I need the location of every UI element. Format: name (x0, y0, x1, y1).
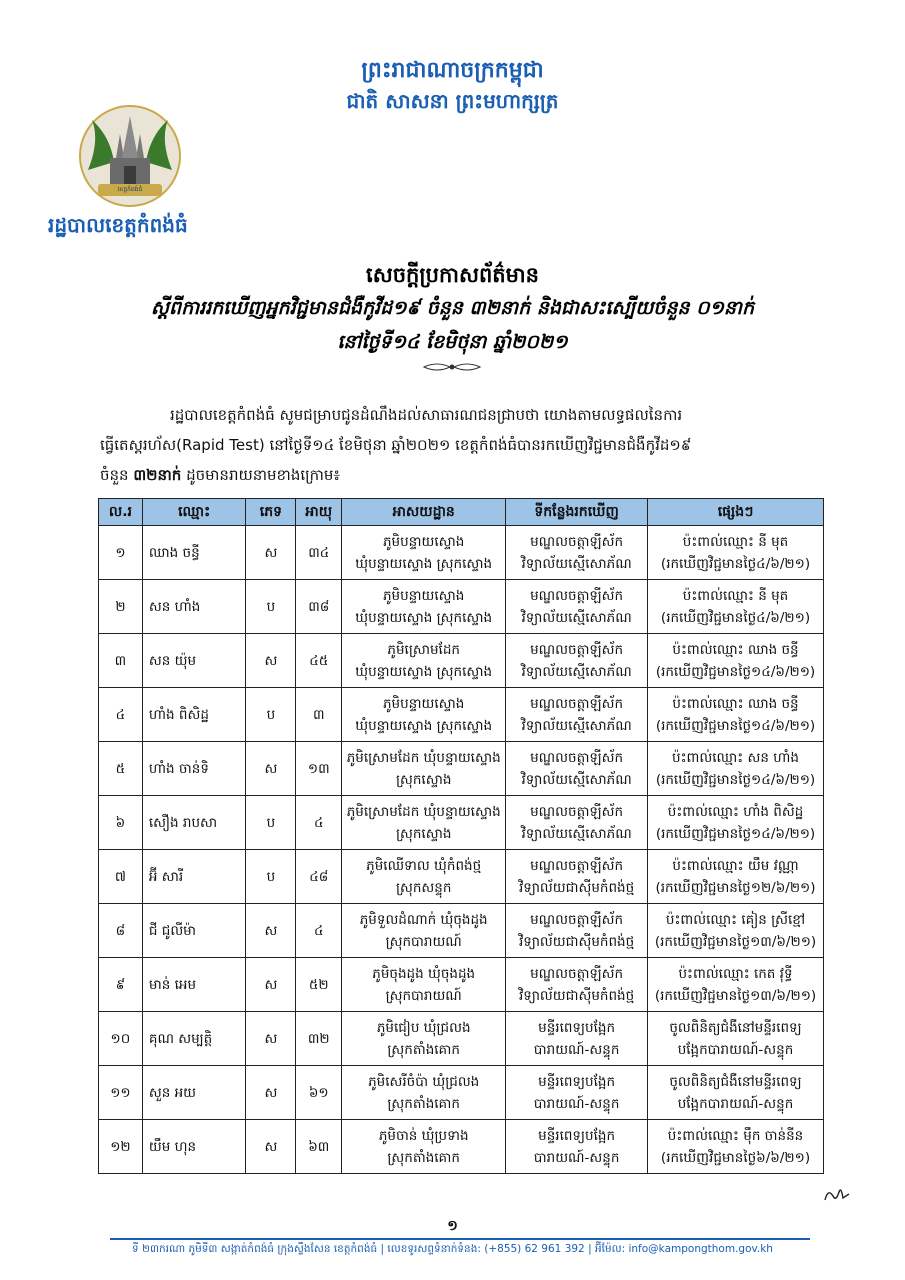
cell-remarks-line: (រកឃើញវិជ្ជមានថ្ងៃ១៤/៦/២១) (655, 825, 816, 842)
cell-detection-place (506, 634, 648, 688)
cell-detection-place (506, 796, 648, 850)
cell-detection-place-line: មន្ទីរពេទ្យបង្អែក (538, 1019, 616, 1036)
cell-address (342, 958, 506, 1012)
cell-remarks (648, 742, 824, 796)
intro-paragraph (100, 400, 820, 490)
cell-sex: ស (246, 1066, 296, 1120)
column-header: ផ្សេងៗ (648, 499, 824, 526)
cell-sex: ប (246, 850, 296, 904)
cell-address-line: ភូមិបន្ទាយស្ទោង (382, 587, 465, 604)
table-row (99, 1012, 824, 1066)
cell-remarks-line: ប៉ះពាល់ឈ្មោះ ម៉ឹក ចាន់នីន (667, 1127, 804, 1144)
cell-remarks-line: (រកឃើញវិជ្ជមានថ្ងៃ១៣/៦/២១) (654, 987, 817, 1004)
cell-address-line: ភូមិឈើទាល ឃុំកំពង់ថ្ម (366, 857, 482, 874)
cell-number: ៦ (99, 796, 143, 850)
cell-detection-place-line: មណ្ឌលចត្តាឡីស័ក (530, 695, 624, 712)
signature-mark-icon (822, 1182, 852, 1206)
cell-address-line: ភូមិចុងដូង ឃុំចុងដូង (372, 965, 476, 982)
cell-address-line: ស្រុកស្ទោង (395, 825, 452, 842)
intro-case-count: ៣២នាក់ (133, 466, 182, 484)
cell-address (342, 526, 506, 580)
cell-address (342, 904, 506, 958)
cell-detection-place-line: វិទ្យាល័យស្មើសោភ័ណ (521, 663, 632, 680)
cell-number: ១ (99, 526, 143, 580)
cell-address-line: ភូមិសេរីចំប៉ា ឃុំជ្រលង (368, 1073, 480, 1090)
cell-remarks-line: ប៉ះពាល់ឈ្មោះ គៀន ស្រីខ្មៅ (665, 911, 806, 928)
cell-address-line: ភូមិស្រោមដែក ឃុំបន្ទាយស្ទោង (346, 803, 501, 820)
cell-name: អ៊ី សារី (142, 850, 246, 904)
cell-detection-place-line: មណ្ឌលចត្តាឡីស័ក (530, 803, 624, 820)
cell-remarks-line: (រកឃើញវិជ្ជមានថ្ងៃ១៤/៦/២១) (655, 771, 816, 788)
cell-name: ហាំង ពិសិដ្ឋ (142, 688, 246, 742)
cell-number: ៩ (99, 958, 143, 1012)
cell-remarks (648, 1066, 824, 1120)
table-row (99, 796, 824, 850)
cell-address (342, 742, 506, 796)
table-row (99, 850, 824, 904)
cell-detection-place (506, 580, 648, 634)
cell-name: សន ហាំង (142, 580, 246, 634)
cell-detection-place (506, 904, 648, 958)
cell-remarks-line: (រកឃើញវិជ្ជមានថ្ងៃ១៣/៦/២១) (654, 933, 817, 950)
cell-address-line: ឃុំបន្ទាយស្ទោង ស្រុកស្ទោង (355, 555, 493, 572)
cell-detection-place-line: មណ្ឌលចត្តាឡីស័ក (530, 749, 624, 766)
cell-address (342, 1066, 506, 1120)
cell-number: ៤ (99, 688, 143, 742)
announcement-title: សេចក្តីប្រកាសព័ត៌មាន (366, 262, 539, 287)
cell-address-line: ភូមិជៀប ឃុំជ្រលង (376, 1019, 471, 1036)
cell-detection-place-line: មណ្ឌលចត្តាឡីស័ក (530, 911, 624, 928)
cell-detection-place-line: វិទ្យាល័យស្មើសោភ័ណ (521, 771, 632, 788)
cell-remarks-line: បង្អែកបារាយណ៍-សន្ទុក (677, 1095, 794, 1112)
table-row (99, 1066, 824, 1120)
cell-address-line: ភូមិស្រោមដែក ឃុំបន្ទាយស្ទោង (346, 749, 501, 766)
cell-address-line: ឃុំបន្ទាយស្ទោង ស្រុកស្ទោង (355, 609, 493, 626)
cell-remarks-line: (រកឃើញវិជ្ជមានថ្ងៃ៤/៦/២១) (660, 609, 811, 626)
cell-remarks-line: ប៉ះពាល់ឈ្មោះ សន ហាំង (672, 749, 799, 766)
cell-address-line: ភូមិបន្ទាយស្ទោង (382, 533, 465, 550)
cell-remarks-line: (រកឃើញវិជ្ជមានថ្ងៃ៦/៦/២១) (660, 1149, 811, 1166)
intro-line-3b: ដូចមានរាយនាមខាងក្រោម៖ (181, 466, 340, 484)
cell-detection-place (506, 688, 648, 742)
cell-age: ៦៣ (296, 1120, 342, 1174)
cell-age: ៣ (296, 688, 342, 742)
cell-address-line: ស្រុកបារាយណ៍ (385, 987, 462, 1004)
cell-number: ៥ (99, 742, 143, 796)
cell-name: ជី ជូលីម៉ា (142, 904, 246, 958)
cell-age: ១៣ (296, 742, 342, 796)
logo-banner-text: ខេត្តកំពង់ធំ (117, 186, 143, 193)
cell-age: ៤ (296, 904, 342, 958)
cell-detection-place (506, 1012, 648, 1066)
cell-address-line: ភូមិចាន់ ឃុំប្រទាង (378, 1127, 469, 1144)
cell-number: ១១ (99, 1066, 143, 1120)
table-row (99, 634, 824, 688)
cell-detection-place (506, 742, 648, 796)
announcement-date: នៅថ្ងៃទី១៤ ខែមិថុនា ឆ្នាំ២០២១ (337, 331, 568, 353)
cell-remarks (648, 580, 824, 634)
cell-sex: ស (246, 958, 296, 1012)
intro-line-3a: ចំនួន (100, 466, 134, 484)
cell-detection-place-line: វិទ្យាល័យជាស៊ីមកំពង់ថ្ម (518, 879, 635, 896)
page-number: ១ (447, 1218, 458, 1234)
column-header: ភេទ (246, 499, 296, 526)
column-header: ទីកន្លែងរកឃើញ (506, 499, 648, 526)
cell-detection-place-line: បារាយណ៍-សន្ទុក (533, 1041, 620, 1058)
cell-address-line: ស្រុកសន្ទុក (395, 879, 452, 896)
cell-address-line: ភូមិស្រោមដែក (387, 641, 460, 658)
cell-detection-place-line: វិទ្យាល័យស្មើសោភ័ណ (521, 555, 632, 572)
cell-address (342, 796, 506, 850)
cases-table (98, 498, 824, 1174)
cell-remarks-line: បង្អែកបារាយណ៍-សន្ទុក (677, 1041, 794, 1058)
cell-remarks-line: (រកឃើញវិជ្ជមានថ្ងៃ១៤/៦/២១) (655, 717, 816, 734)
cell-detection-place-line: វិទ្យាល័យស្មើសោភ័ណ (521, 825, 632, 842)
cell-sex: ប (246, 796, 296, 850)
cell-age: ៣២ (296, 1012, 342, 1066)
province-logo (70, 100, 190, 218)
table-row (99, 580, 824, 634)
temple-crest-icon (70, 100, 190, 218)
cell-remarks-line: (រកឃើញវិជ្ជមានថ្ងៃ៤/៦/២១) (660, 555, 811, 572)
cell-remarks-line: ប៉ះពាល់ឈ្មោះ យឹម វណ្ណា (672, 857, 799, 874)
cell-number: ១០ (99, 1012, 143, 1066)
cell-remarks-line: ចូលពិនិត្យជំងឺនៅមន្ទីរពេទ្យ (669, 1019, 802, 1036)
cell-remarks-line: ប៉ះពាល់ឈ្មោះ ឈាង ចន្ធី (672, 641, 799, 658)
cell-name: យឹម ហុន (142, 1120, 246, 1174)
table-row (99, 958, 824, 1012)
table-row (99, 526, 824, 580)
cell-sex: ស (246, 526, 296, 580)
cell-age: ៣៨ (296, 580, 342, 634)
cell-remarks-line: ប៉ះពាល់ឈ្មោះ នី មុត (682, 533, 789, 550)
cell-age: ៤ (296, 796, 342, 850)
cell-sex: ប (246, 580, 296, 634)
cell-sex: ស (246, 904, 296, 958)
cell-name: សួន អយ (142, 1066, 246, 1120)
cell-detection-place (506, 850, 648, 904)
cell-address-line: ស្រុកស្ទោង (395, 771, 452, 788)
cell-address-line: ភូមិទួលដំណាក់ ឃុំចុងដូង (359, 911, 488, 928)
cell-sex: ស (246, 742, 296, 796)
table-row (99, 1120, 824, 1174)
intro-line-1: រដ្ឋបាលខេត្តកំពង់ធំ សូមជម្រាបជូនដំណឹងដល់សាធារណជនជ្រាបថា យោងតាមលទ្ធផលនៃការ (170, 406, 683, 424)
cell-address-line: ភូមិបន្ទាយស្ទោង (382, 695, 465, 712)
cell-age: ៤៥ (296, 634, 342, 688)
cell-detection-place (506, 1120, 648, 1174)
cell-sex: ស (246, 1120, 296, 1174)
cell-number: ៣ (99, 634, 143, 688)
cell-name: គុណ សម្បត្តិ (142, 1012, 246, 1066)
cell-remarks (648, 634, 824, 688)
cell-age: ៣៤ (296, 526, 342, 580)
cell-remarks (648, 958, 824, 1012)
cell-address (342, 850, 506, 904)
cell-remarks (648, 1120, 824, 1174)
cell-address-line: ស្រុកតាំងគោក (387, 1095, 460, 1112)
cell-detection-place-line: បារាយណ៍-សន្ទុក (533, 1095, 620, 1112)
cell-detection-place-line: បារាយណ៍-សន្ទុក (533, 1149, 620, 1166)
cell-remarks-line: ប៉ះពាល់ឈ្មោះ ឈាង ចន្ធី (672, 695, 799, 712)
cell-remarks (648, 850, 824, 904)
cell-detection-place (506, 1066, 648, 1120)
cell-address (342, 634, 506, 688)
cell-sex: ស (246, 634, 296, 688)
cell-address-line: ឃុំបន្ទាយស្ទោង ស្រុកស្ទោង (355, 717, 493, 734)
cell-address (342, 1012, 506, 1066)
cell-detection-place-line: វិទ្យាល័យជាស៊ីមកំពង់ថ្ម (518, 987, 635, 1004)
cell-detection-place-line: មណ្ឌលចត្តាឡីស័ក (530, 587, 624, 604)
cell-address-line: ស្រុកបារាយណ៍ (385, 933, 462, 950)
cell-name: សន យ៉ុម (142, 634, 246, 688)
kingdom-heading: ព្រះរាជាណាចក្រកម្ពុជា (361, 57, 544, 83)
cell-detection-place-line: មន្ទីរពេទ្យបង្អែក (538, 1073, 616, 1090)
cell-remarks-line: ប៉ះពាល់ឈ្មោះ នី មុត (682, 587, 789, 604)
cell-address-line: ស្រុកតាំងគោក (387, 1041, 460, 1058)
ornament-divider-icon (422, 360, 482, 374)
cell-remarks (648, 688, 824, 742)
cell-remarks (648, 796, 824, 850)
cell-remarks-line: ប៉ះពាល់ឈ្មោះ កេត វុទ្ធី (678, 965, 793, 982)
column-header: ឈ្មោះ (142, 499, 246, 526)
cell-remarks-line: ប៉ះពាល់ឈ្មោះ ហាំង ពិសិដ្ឋ (667, 803, 804, 820)
cell-detection-place-line: មណ្ឌលចត្តាឡីស័ក (530, 641, 624, 658)
cell-number: ១២ (99, 1120, 143, 1174)
cell-remarks-line: ចូលពិនិត្យជំងឺនៅមន្ទីរពេទ្យ (669, 1073, 802, 1090)
footer-divider (110, 1238, 810, 1240)
cell-address-line: ឃុំបន្ទាយស្ទោង ស្រុកស្ទោង (355, 663, 493, 680)
cell-remarks (648, 1012, 824, 1066)
cell-detection-place (506, 526, 648, 580)
cell-sex: ប (246, 688, 296, 742)
cell-remarks (648, 526, 824, 580)
cell-address (342, 1120, 506, 1174)
intro-line-2: ធ្វើតេស្តរហ័ស(Rapid Test) នៅថ្ងៃទី១៤ ខែមិថុនា ឆ្នាំ២០២១ ខេត្តកំពង់ធំបានរកឃើញវិជ្ជមានជំងឺកូវីដ១៩ (100, 436, 692, 454)
cell-age: ៤៨ (296, 850, 342, 904)
cell-age: ៦១ (296, 1066, 342, 1120)
column-header: ល.រ (99, 499, 143, 526)
cell-detection-place-line: មន្ទីរពេទ្យបង្អែក (538, 1127, 616, 1144)
table-row (99, 688, 824, 742)
cell-detection-place-line: មណ្ឌលចត្តាឡីស័ក (530, 965, 624, 982)
cell-name: ឈាង ចន្ធី (142, 526, 246, 580)
cell-remarks-line: (រកឃើញវិជ្ជមានថ្ងៃ១៤/៦/២១) (655, 663, 816, 680)
column-header: អាយុ (296, 499, 342, 526)
cell-detection-place (506, 958, 648, 1012)
table-row (99, 904, 824, 958)
cell-address-line: ស្រុកតាំងគោក (387, 1149, 460, 1166)
cell-detection-place-line: វិទ្យាល័យស្មើសោភ័ណ (521, 717, 632, 734)
cell-address (342, 688, 506, 742)
cell-age: ៥២ (296, 958, 342, 1012)
announcement-subtitle: ស្តីពីការរកឃើញអ្នកវិជ្ជមានជំងឺកូវីដ១៩ ចំនួន ៣២នាក់ និងជាសះស្បើយចំនួន ០១នាក់ (150, 297, 755, 319)
cell-number: ២ (99, 580, 143, 634)
table-header-row (99, 499, 824, 526)
cell-remarks-line: (រកឃើញវិជ្ជមានថ្ងៃ១២/៦/២១) (655, 879, 816, 896)
cell-detection-place-line: វិទ្យាល័យស្មើសោភ័ណ (521, 609, 632, 626)
table-row (99, 742, 824, 796)
cell-detection-place-line: មណ្ឌលចត្តាឡីស័ក (530, 533, 624, 550)
cell-remarks (648, 904, 824, 958)
cell-number: ៧ (99, 850, 143, 904)
cell-name: មាន់ អេម (142, 958, 246, 1012)
cell-name: សឿង រាបសា (142, 796, 246, 850)
cell-name: ហាំង ចាន់ទិ (142, 742, 246, 796)
footer-contact: ទី ២៣ករណា ភូមិទី៣ សង្កាត់កំពង់ធំ ក្រុងស្ទឹងសែន ខេត្តកំពង់ធំ | លេខទូរសព្ទទំនាក់ទំនង: (+855) 62 961 392 | អ៊ីម៉ែល: info@kampongthom.gov.kh (132, 1243, 773, 1255)
cell-address (342, 580, 506, 634)
cell-detection-place-line: មណ្ឌលចត្តាឡីស័ក (530, 857, 624, 874)
column-header: អាសយដ្ឋាន (342, 499, 506, 526)
cell-number: ៨ (99, 904, 143, 958)
motto-heading: ជាតិ សាសនា ព្រះមហាក្សត្រ (346, 89, 559, 113)
cell-sex: ស (246, 1012, 296, 1066)
cell-detection-place-line: វិទ្យាល័យជាស៊ីមកំពង់ថ្ម (518, 933, 635, 950)
admin-name: រដ្ឋបាលខេត្តកំពង់ធំ (48, 213, 188, 237)
